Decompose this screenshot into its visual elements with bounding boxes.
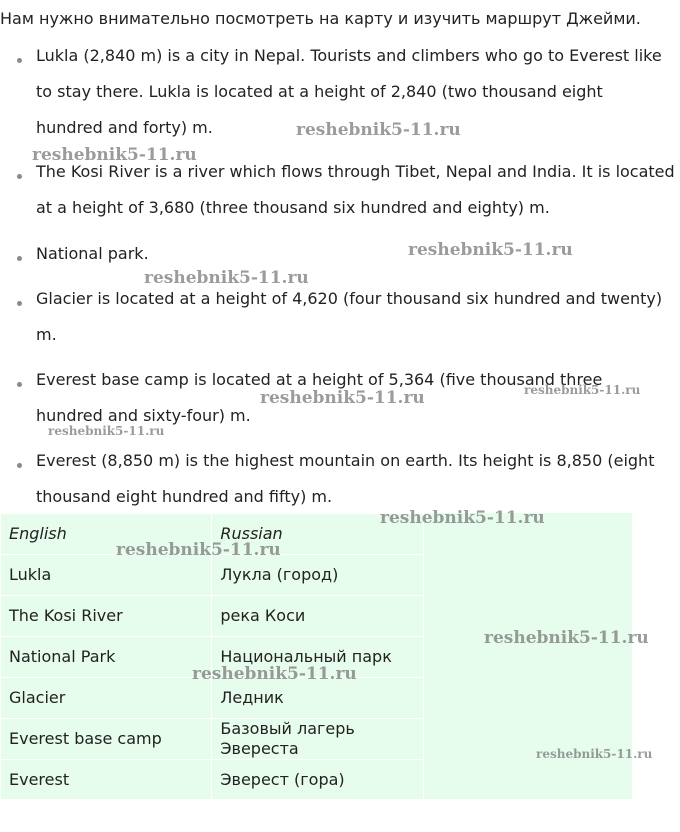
text-line: hundred and sixty-four) m. <box>36 406 251 425</box>
watermark: reshebnik5-11.ru <box>116 540 281 560</box>
watermark: reshebnik5-11.ru <box>484 628 649 648</box>
cell-russian: река Коси <box>212 596 424 637</box>
watermark: reshebnik5-11.ru <box>192 664 357 684</box>
cell-english: National Park <box>1 637 212 678</box>
text-line: The Kosi River is a river which flows through Tibet, Nepal and India. It is located <box>36 162 675 181</box>
header-russian: Russian <box>212 514 424 555</box>
intro-text: Нам нужно внимательно посмотреть на карту и изучить маршрут Джейми. <box>0 9 641 28</box>
cell-russian: Национальный парк <box>212 637 424 678</box>
bullet-dot <box>17 463 22 468</box>
bullet-dot <box>17 382 22 387</box>
cell-english: Lukla <box>1 555 212 596</box>
text-line: at a height of 3,680 (three thousand six hundred and eighty) m. <box>36 198 550 217</box>
watermark: reshebnik5-11.ru <box>32 145 197 165</box>
watermark: reshebnik5-11.ru <box>260 388 425 408</box>
text-line: m. <box>36 325 57 344</box>
table-row <box>1 555 424 596</box>
bullet-dot <box>17 301 22 306</box>
text-line: thousand eight hundred and fifty) m. <box>36 487 333 506</box>
cell-russian: Лукла (город) <box>212 555 424 596</box>
cell-russian: Ледник <box>212 678 424 719</box>
table-row <box>1 596 424 637</box>
watermark: reshebnik5-11.ru <box>408 240 573 260</box>
text-line: National park. <box>36 244 149 263</box>
cell-english: The Kosi River <box>1 596 212 637</box>
watermark: reshebnik5-11.ru <box>48 424 165 438</box>
text-line: Lukla (2,840 m) is a city in Nepal. Tourists and climbers who go to Everest like <box>36 46 662 65</box>
bullet-dot <box>17 174 22 179</box>
text-line: hundred and forty) m. <box>36 118 213 137</box>
watermark: reshebnik5-11.ru <box>144 268 309 288</box>
cell-russian: Базовый лагерь Эвереста <box>212 719 424 760</box>
bullet-dot <box>17 256 22 261</box>
cell-russian: Эверест (гора) <box>212 760 424 801</box>
watermark: reshebnik5-11.ru <box>380 508 545 528</box>
text-line: Everest (8,850 m) is the highest mountain on earth. Its height is 8,850 (eight <box>36 451 655 470</box>
watermark: reshebnik5-11.ru <box>536 747 653 761</box>
cell-english: Everest base camp <box>1 719 212 760</box>
bullet-dot <box>17 58 22 63</box>
cell-english: Glacier <box>1 678 212 719</box>
cell-english: Everest <box>1 760 212 801</box>
header-english: English <box>1 514 212 555</box>
watermark: reshebnik5-11.ru <box>524 383 641 397</box>
text-line: to stay there. Lukla is located at a height of 2,840 (two thousand eight <box>36 82 603 101</box>
text-line: Everest base camp is located at a height of 5,364 (five thousand three <box>36 370 603 389</box>
watermark: reshebnik5-11.ru <box>296 120 461 140</box>
table-row <box>1 760 424 801</box>
table-row <box>1 719 424 760</box>
text-line: Glacier is located at a height of 4,620 (four thousand six hundred and twenty) <box>36 289 663 308</box>
